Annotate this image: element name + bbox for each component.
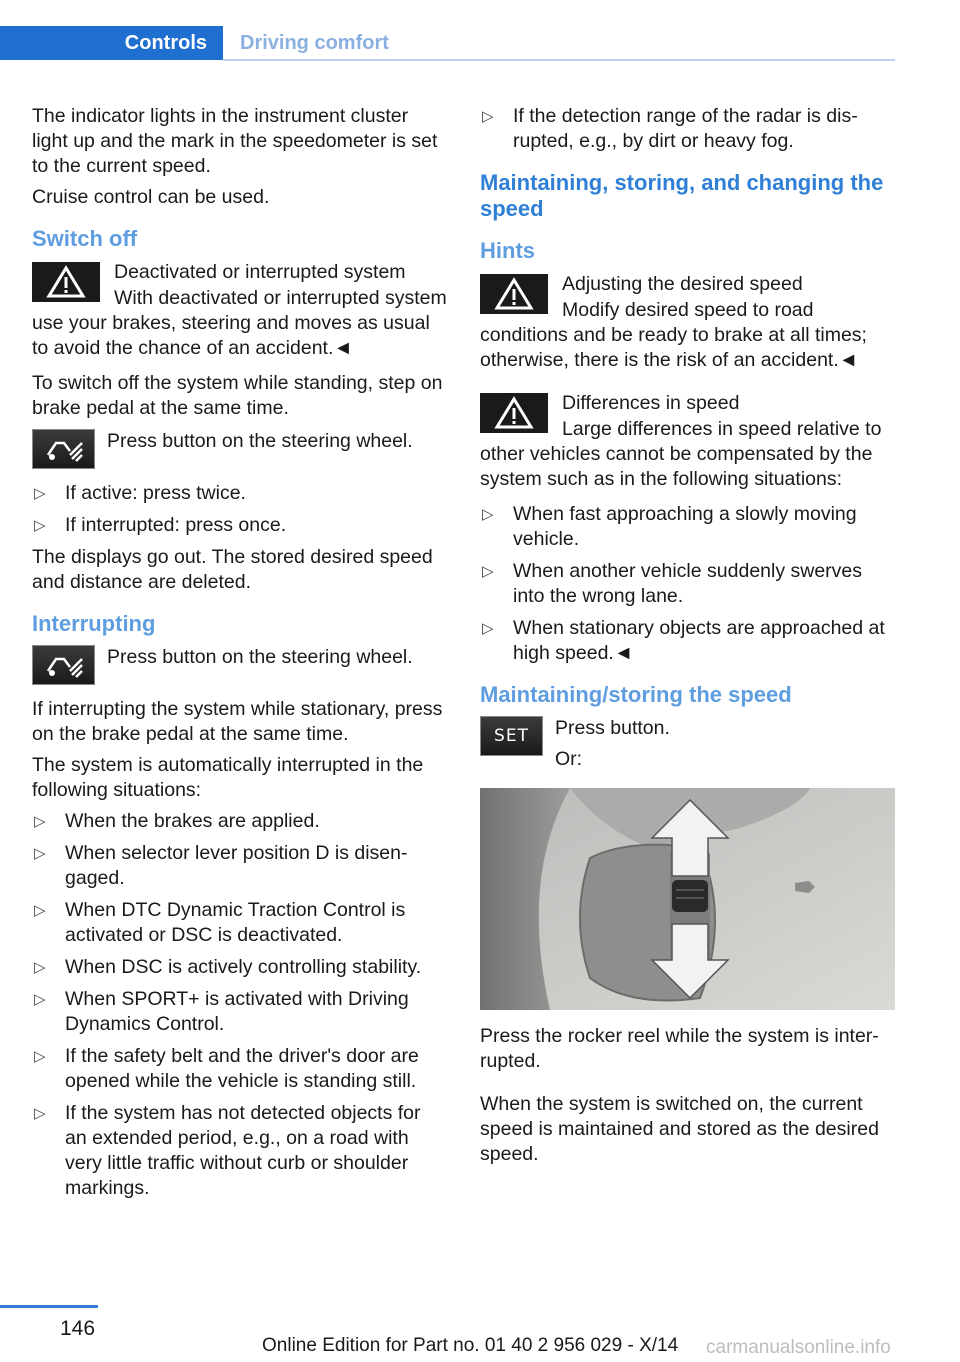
interrupt-conditions-list <box>32 809 447 1201</box>
triangle-bullet-icon: ▷ <box>34 517 46 534</box>
warning-triangle-icon <box>32 262 100 302</box>
triangle-bullet-icon: ▷ <box>482 563 494 580</box>
triangle-bullet-icon: ▷ <box>482 620 494 637</box>
warning-triangle-icon <box>480 274 548 314</box>
warning-body: With deactivated or interrupted system use your brakes, steering and moves as usual to avoid the chance of an accident.◄ <box>32 287 447 359</box>
section-tab-controls[interactable]: Controls <box>0 26 223 60</box>
paragraph: When the system is switched on, the current speed is maintained and stored as the desired speed. <box>480 1093 879 1165</box>
list-item: ▷ When SPORT+ is activated with Driving Dynamics Control. <box>34 988 409 1035</box>
section-tab-driving-comfort[interactable]: Driving comfort <box>240 31 389 54</box>
triangle-bullet-icon: ▷ <box>34 813 46 830</box>
left-column <box>32 104 447 1208</box>
header-divider <box>223 59 895 61</box>
list-item: ▷ If interrupted: press once. <box>34 514 287 536</box>
warning-triangle-icon <box>480 393 548 433</box>
list-item: ▷ If the system has not detected objects for an extended period, e.g., on a road with very little traffic without curb or shoulder markings. <box>34 1102 421 1199</box>
right-column <box>480 104 895 1173</box>
triangle-bullet-icon: ▷ <box>482 108 494 125</box>
list-item: ▷ If the safety belt and the driver's door are opened while the vehicle is standing still. <box>34 1045 419 1092</box>
radar-list <box>480 104 895 154</box>
paragraph: The indicator lights in the instrument cluster light up and the mark in the speedometer is set to the current speed. <box>32 105 438 177</box>
speed-difference-list <box>480 502 895 666</box>
triangle-bullet-icon: ▷ <box>482 506 494 523</box>
paragraph: If interrupting the system while stationary, press on the brake pedal at the same time. <box>32 698 443 745</box>
warning-title: Adjusting the desired speed <box>562 273 803 295</box>
page-number: 146 <box>60 1317 96 1340</box>
list-item: ▷ When DTC Dynamic Traction Control is activated or DSC is deactivated. <box>34 899 406 946</box>
list-item: ▷ When another vehicle suddenly swerves into the wrong lane. <box>482 560 863 607</box>
set-button-icon <box>480 716 543 756</box>
heading-maintaining-storing-changing: Maintaining, storing, and changing the speed <box>480 170 884 221</box>
button-text: Press button. <box>555 717 670 739</box>
triangle-bullet-icon: ▷ <box>34 1048 46 1065</box>
list-item: ▷ If active: press twice. <box>34 482 246 504</box>
list-item: ▷ When DSC is actively controlling stability. <box>34 956 422 978</box>
set-button-label: SET <box>494 725 529 746</box>
paragraph: Cruise control can be used. <box>32 186 270 208</box>
triangle-bullet-icon: ▷ <box>34 1105 46 1122</box>
triangle-bullet-icon: ▷ <box>34 845 46 862</box>
triangle-bullet-icon: ▷ <box>34 902 46 919</box>
paragraph: The displays go out. The stored desired speed and distance are deleted. <box>32 546 433 593</box>
triangle-bullet-icon: ▷ <box>34 991 46 1008</box>
paragraph: The system is automatically interrupted in the following situations: <box>32 754 424 801</box>
paragraph: To switch off the system while standing, step on brake pedal at the same time. <box>32 372 443 419</box>
heading-hints: Hints <box>480 238 535 263</box>
watermark: carmanualsonline.info <box>706 1337 891 1358</box>
or-text: Or: <box>555 748 583 770</box>
heading-maintaining-storing-speed: Maintaining/storing the speed <box>480 682 792 707</box>
cruise-control-button-icon <box>32 429 95 469</box>
cruise-control-button-icon <box>32 645 95 685</box>
button-instruction <box>32 429 447 469</box>
list-item: ▷ If the detection range of the radar is dis‐rupted, e.g., by dirt or heavy fog. <box>482 105 858 152</box>
heading-switch-off: Switch off <box>32 226 138 251</box>
switch-off-list <box>32 481 447 538</box>
list-item: ▷ When stationary objects are approached at high speed.◄ <box>482 617 885 664</box>
warning-body: Modify desired speed to road conditions and be ready to brake at all times; otherwise, there is the risk of an accident.◄ <box>480 299 867 371</box>
warning-box <box>480 270 895 373</box>
page-header <box>0 26 895 62</box>
warning-title: Deactivated or interrupted system <box>114 261 406 283</box>
heading-interrupting: Interrupting <box>32 611 156 636</box>
warning-box <box>480 389 895 492</box>
triangle-bullet-icon: ▷ <box>34 485 46 502</box>
paragraph: Press the rocker reel while the system is inter‐rupted. <box>480 1025 879 1072</box>
list-item: ▷ When selector lever position D is disen‐gaged. <box>34 842 408 889</box>
warning-title: Differences in speed <box>562 392 740 414</box>
footer-rule <box>0 1305 98 1308</box>
list-item: ▷ When the brakes are applied. <box>34 810 320 832</box>
button-text: Press button on the steering wheel. <box>107 430 413 452</box>
button-text: Press button on the steering wheel. <box>107 646 413 668</box>
warning-body: Large differences in speed relative to other vehicles cannot be compensated by the system such as in the following situations: <box>480 418 882 490</box>
footer-edition-text: Online Edition for Part no. 01 40 2 956 029 - X/14 <box>262 1335 679 1356</box>
button-instruction <box>32 645 447 685</box>
triangle-bullet-icon: ▷ <box>34 959 46 976</box>
list-item: ▷ When fast approaching a slowly moving vehicle. <box>482 503 857 550</box>
button-instruction <box>480 716 895 772</box>
steering-wheel-rocker-photo <box>480 788 895 1010</box>
warning-box <box>32 258 447 361</box>
